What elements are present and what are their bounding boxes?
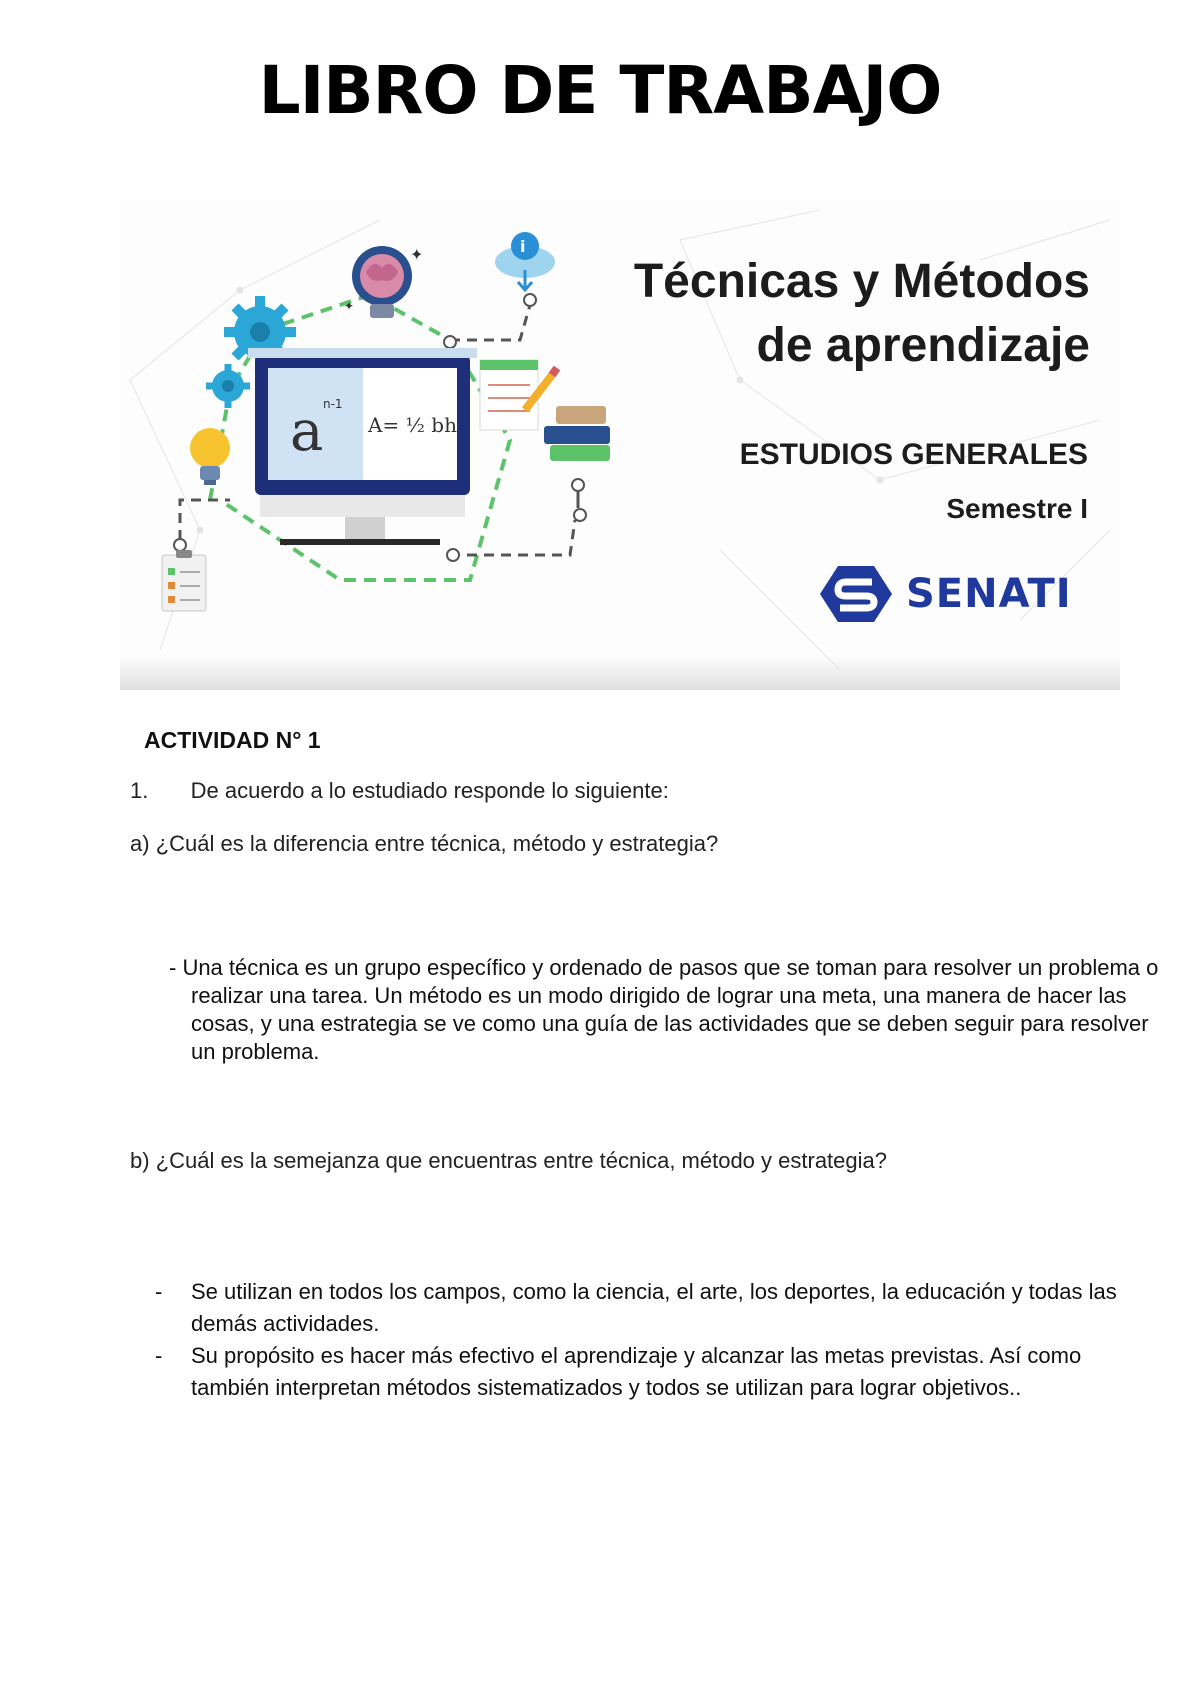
svg-text:✦: ✦ <box>410 245 424 264</box>
answer-b-list <box>155 1276 1165 1404</box>
banner-title-line1: Técnicas y Métodos <box>633 255 1090 308</box>
answer-a-text: - Una técnica es un grupo específico y ordenado de pasos que se toman para resolver un problema o realizar una tarea. Un método es un modo dirigido de lograr una meta, una manera de hacer las cosas, y una estrategia se ve como una guía de las actividades que se deben seguir para resolver un problema. <box>169 955 1159 1064</box>
brand-logo-group <box>820 564 1072 624</box>
course-banner <box>120 200 1120 690</box>
books-icon <box>544 406 610 508</box>
list-item-text: Su propósito es hacer más efectivo el aprendizaje y alcanzar las metas previstas. Así como también interpretan métodos sistematizados y todos se utilizan para lograr objetivos.. <box>191 1343 1082 1400</box>
question-a <box>130 831 718 857</box>
banner-subtitle: ESTUDIOS GENERALES <box>739 438 1088 471</box>
question-a-text: ¿Cuál es la diferencia entre técnica, método y estrategia? <box>155 831 719 856</box>
list-item <box>155 1340 1165 1404</box>
instruction-text: De acuerdo a lo estudiado responde lo siguiente: <box>190 778 669 803</box>
banner-semester: Semestre I <box>946 493 1088 524</box>
activity-heading: ACTIVIDAD N° 1 <box>144 727 321 753</box>
list-item <box>155 1276 1165 1340</box>
cloud-info-icon <box>495 232 555 290</box>
senati-logo-icon <box>820 564 892 624</box>
connector-left <box>180 500 230 540</box>
notepad-pencil-icon <box>480 360 557 430</box>
instruction-line <box>130 778 669 804</box>
instruction-number: 1. <box>130 778 149 803</box>
document-title: LIBRO DE TRABAJO <box>258 52 942 129</box>
monitor-formula: A= ½ bh <box>368 413 457 437</box>
question-b-marker: b) <box>130 1148 150 1173</box>
svg-text:✦: ✦ <box>344 299 355 313</box>
banner-title <box>634 250 1090 378</box>
list-item-text: Se utilizan en todos los campos, como la ciencia, el arte, los deportes, la educación y todas las demás actividades. <box>191 1279 1117 1336</box>
monitor-power: n-1 <box>323 397 343 411</box>
question-b-text: ¿Cuál es la semejanza que encuentras entre técnica, método y estrategia? <box>155 1148 887 1173</box>
monitor-letter: a <box>290 399 324 464</box>
connector-right <box>450 520 575 555</box>
connector-top <box>450 305 530 340</box>
list-bullet: - <box>155 1343 163 1368</box>
answer-a <box>155 954 1165 1066</box>
banner-shadow <box>120 656 1120 690</box>
lightbulb-icon <box>190 428 230 485</box>
brand-name: SENATI <box>906 571 1072 617</box>
question-a-marker: a) <box>130 831 150 856</box>
svg-text:i: i <box>520 237 526 256</box>
question-b <box>130 1148 887 1174</box>
monitor-icon <box>248 348 477 545</box>
list-bullet: - <box>155 1279 163 1304</box>
banner-title-line2: de aprendizaje <box>756 319 1090 372</box>
brain-lightbulb-icon <box>344 245 423 318</box>
checklist-icon <box>162 550 206 611</box>
